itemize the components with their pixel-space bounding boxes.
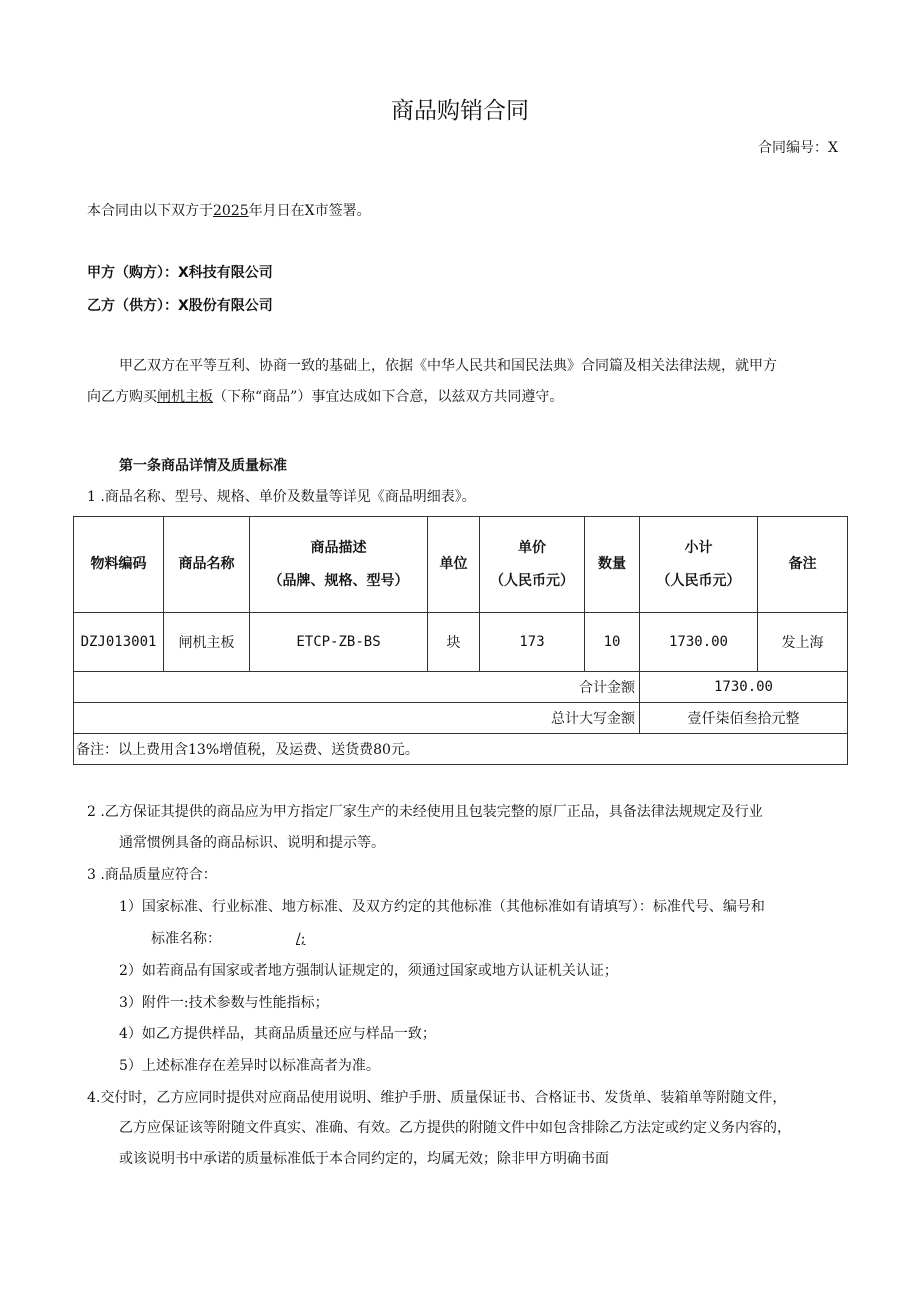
cell-subtotal: 1730.00 <box>640 613 758 672</box>
sub3-text: 3）附件一:技术参数与性能指标； <box>119 995 329 1011</box>
header-price-2: （人民币元） <box>490 572 574 589</box>
note-row <box>74 734 848 765</box>
total-row <box>74 672 848 703</box>
intro-year: 2025 <box>213 203 249 219</box>
cell-qty: 10 <box>585 613 640 672</box>
table-row <box>74 613 848 672</box>
item1-text: 1 .商品名称、型号、规格、单价及数量等详见《商品明细表》。 <box>87 489 476 505</box>
header-subtotal <box>640 517 758 613</box>
preamble-after: （下称“商品”）事宜达成如下合意，以兹双方共同遵守。 <box>213 389 564 405</box>
header-desc-1: 商品描述 <box>310 539 367 556</box>
intro-after: 年月日在X市签署。 <box>248 203 371 219</box>
header-subtotal-2: （人民币元） <box>656 572 741 589</box>
sub2-text: 2）如若商品有国家或者地方强制认证规定的，须通过国家或地方认证机关认证； <box>119 963 618 979</box>
sub4-text: 4）如乙方提供样品，其商品质量还应与样品一致； <box>119 1026 436 1042</box>
item2-line2: 通常惯例具备的商品标识、说明和提示等。 <box>119 835 385 851</box>
party-a: 甲方（购方）：X科技有限公司 <box>87 265 273 281</box>
header-price <box>480 517 585 613</box>
total-label: 合计金额 <box>74 672 640 703</box>
cell-unit: 块 <box>428 613 480 672</box>
header-remark: 备注 <box>758 517 848 613</box>
total-cn-label: 总计大写金额 <box>74 703 640 734</box>
article1-title: 第一条商品详情及质量标准 <box>119 458 287 474</box>
header-code: 物料编码 <box>74 517 164 613</box>
cell-code: DZJ013001 <box>74 613 164 672</box>
header-unit: 单位 <box>428 517 480 613</box>
item2-line1: 2 .乙方保证其提供的商品应为甲方指定厂家生产的未经使用且包装完整的原厂正品，具备法律法规规定及行业 <box>87 804 763 820</box>
total-value: 1730.00 <box>640 672 848 703</box>
item3-text: 3 .商品质量应符合： <box>87 867 217 883</box>
sub1-line1: 1）国家标准、行业标准、地方标准、及双方约定的其他标准（其他标准如有请填写）：标准代号、编号和 <box>119 899 765 915</box>
cell-remark: 发上海 <box>758 613 848 672</box>
preamble-before: 向乙方购买 <box>87 389 157 405</box>
total-cn-row <box>74 703 848 734</box>
party-b: 乙方（供方）：X股份有限公司 <box>87 298 273 314</box>
goods-table <box>73 516 848 765</box>
contract-number: 合同编号：X <box>758 140 838 156</box>
header-qty: 数量 <box>585 517 640 613</box>
cell-price: 173 <box>480 613 585 672</box>
header-subtotal-1: 小计 <box>684 539 713 556</box>
item4-line3: 或该说明书中承诺的质量标准低于本合同约定的，均属无效；除非甲方明确书面 <box>119 1151 609 1167</box>
table-header-row <box>74 517 848 613</box>
item4-line2: 乙方应保证该等附随文件真实、准确、有效。乙方提供的附随文件中如包含排除乙方法定或约定义务内容的， <box>119 1120 791 1136</box>
preamble-line2 <box>87 386 563 406</box>
preamble-line1: 甲乙双方在平等互利、协商一致的基础上，依据《中华人民共和国民法典》合同篇及相关法律法规，就甲方 <box>119 358 777 374</box>
total-cn-value: 壹仟柒佰叁拾元整 <box>640 703 848 734</box>
sub1-blank: /; <box>296 931 306 947</box>
header-name: 商品名称 <box>164 517 250 613</box>
page-title: 商品购销合同 <box>391 98 529 124</box>
sub1-label: 标准名称： <box>151 931 221 947</box>
sub5-text: 5）上述标准存在差异时以标准高者为准。 <box>119 1058 380 1074</box>
cell-name: 闸机主板 <box>164 613 250 672</box>
item4-line1: 4.交付时，乙方应同时提供对应商品使用说明、维护手册、质量保证书、合格证书、发货单、装箱单等附随文件， <box>87 1090 787 1106</box>
cell-desc: ETCP-ZB-BS <box>250 613 428 672</box>
header-desc <box>250 517 428 613</box>
note-text: 备注：以上费用含13%增值税，及运费、送货费80元。 <box>74 734 848 765</box>
sub1-line2 <box>151 928 305 948</box>
intro-line <box>87 200 371 220</box>
intro-before: 本合同由以下双方于 <box>87 203 213 219</box>
product-name: 闸机主板 <box>157 389 213 405</box>
header-price-1: 单价 <box>518 539 546 556</box>
header-desc-2: （品牌、规格、型号） <box>268 572 409 589</box>
